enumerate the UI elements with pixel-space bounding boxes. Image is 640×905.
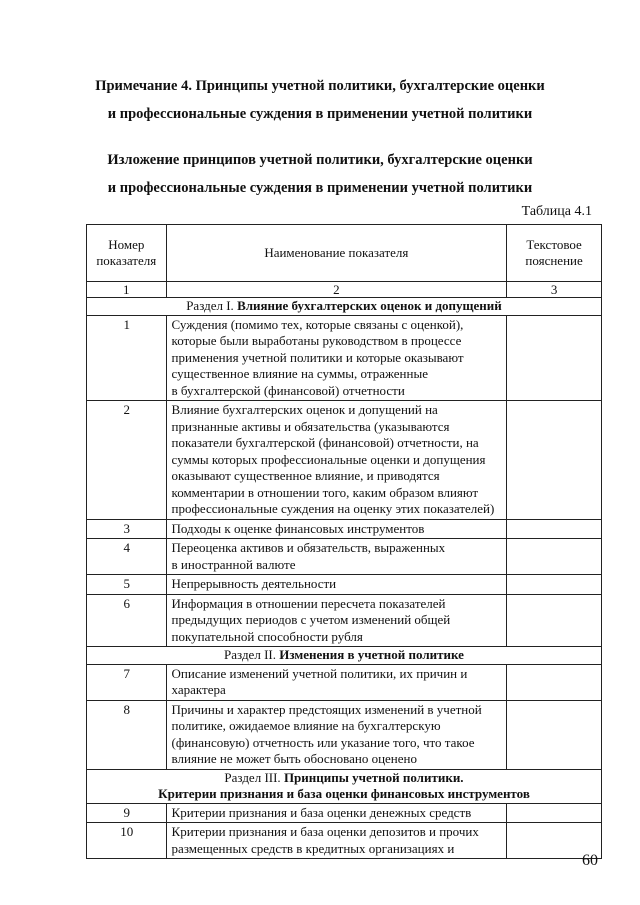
section-heading: Влияние бухгалтерских оценок и допущений	[237, 298, 502, 313]
indicator-number: 9	[87, 803, 167, 823]
column-number-3: 3	[507, 282, 602, 298]
indicator-name-line: комментарии в отношении того, каким образом влияют	[171, 484, 479, 500]
text-explanation-cell[interactable]	[507, 575, 602, 595]
indicator-name-line: Подходы к оценке финансовых инструментов	[171, 520, 425, 536]
indicator-number: 7	[87, 664, 167, 700]
indicator-name-line: характера	[171, 682, 226, 697]
section-row	[87, 647, 602, 665]
indicator-name-line: Критерии признания и база оценки денежных средств	[171, 804, 472, 820]
table-row	[87, 575, 602, 595]
text-explanation-cell[interactable]	[507, 315, 602, 401]
section-heading: Принципы учетной политики.	[283, 769, 464, 785]
indicator-name-line: в бухгалтерской (финансовой) отчетности	[171, 382, 405, 398]
table-row	[87, 519, 602, 539]
note-title-line-1: Примечание 4. Принципы учетной политики, бухгалтерские оценки	[95, 78, 545, 94]
note-title	[0, 72, 640, 128]
indicator-name	[166, 803, 507, 823]
table-row	[87, 664, 602, 700]
section-prefix: Раздел III.	[224, 769, 281, 785]
text-explanation-cell[interactable]	[507, 700, 602, 769]
indicator-name-line: Информация в отношении пересчета показателей	[171, 595, 446, 611]
indicator-number: 1	[87, 315, 167, 401]
table-row	[87, 594, 602, 647]
section-title	[87, 298, 602, 316]
section-heading-continued: Критерии признания и база оценки финансовых инструментов	[158, 786, 530, 801]
indicator-number: 6	[87, 594, 167, 647]
indicator-name-line: влияние не может быть обосновано оценено	[171, 751, 417, 766]
indicator-number: 5	[87, 575, 167, 595]
indicator-name	[166, 823, 507, 859]
indicator-name	[166, 519, 507, 539]
text-explanation-cell[interactable]	[507, 664, 602, 700]
indicator-name-line: признанные активы и обязательства (указываются	[171, 418, 450, 434]
text-explanation-cell[interactable]	[507, 594, 602, 647]
indicator-name-line: Переоценка активов и обязательств, выраженных	[171, 540, 446, 555]
indicator-name	[166, 539, 507, 575]
accounting-policy-table	[86, 224, 602, 859]
table-row	[87, 803, 602, 823]
indicator-name-line: Описание изменений учетной политики, их причин и	[171, 665, 468, 681]
table-row	[87, 823, 602, 859]
indicator-name-line: в иностранной валюте	[171, 556, 296, 572]
section-title	[87, 769, 602, 803]
note-title-line-2: и профессиональные суждения в применении учетной политики	[107, 106, 533, 122]
header-text-explanation-line-1: Текстовое	[526, 236, 582, 252]
indicator-name	[166, 401, 507, 520]
section-row	[87, 298, 602, 316]
indicator-name-line: покупательной способности рубля	[171, 628, 363, 644]
header-indicator-number-line-2: показателя	[96, 253, 157, 268]
indicator-number: 3	[87, 519, 167, 539]
column-number-2: 2	[166, 282, 507, 298]
section-title	[87, 647, 602, 665]
indicator-name-line: оказывают существенное влияние, и приводятся	[171, 468, 440, 483]
text-explanation-cell[interactable]	[507, 539, 602, 575]
page-number: 60	[582, 852, 598, 869]
statement-title-line-1: Изложение принципов учетной политики, бухгалтерские оценки	[107, 152, 533, 168]
indicator-name-line: Критерии признания и база оценки депозитов и прочих	[171, 824, 479, 839]
indicator-name-line: предыдущих периодов с учетом изменений общей	[171, 612, 451, 627]
indicator-name-line: Непрерывность деятельности	[171, 576, 337, 591]
table-header-row	[87, 225, 602, 282]
column-number-1: 1	[87, 282, 167, 298]
section-title-line-1	[91, 770, 597, 787]
table-body	[87, 282, 602, 859]
indicator-name-line: которые были выработаны руководством в процессе	[171, 333, 462, 348]
header-text-explanation	[507, 225, 602, 282]
indicator-name	[166, 315, 507, 401]
section-title-line-2	[91, 786, 597, 803]
section-row	[87, 769, 602, 803]
indicator-name	[166, 700, 507, 769]
indicator-number: 2	[87, 401, 167, 520]
indicator-name-line: суммы которых профессиональные оценки и допущения	[171, 451, 486, 467]
indicator-name-line: размещенных средств в кредитных организациях и	[171, 840, 455, 856]
indicator-number: 10	[87, 823, 167, 859]
text-explanation-cell[interactable]	[507, 401, 602, 520]
table-row	[87, 315, 602, 401]
indicator-name-line: (финансовую) отчетность или указание того, что такое	[171, 734, 475, 750]
indicator-name-line: Суждения (помимо тех, которые связаны с оценкой),	[171, 316, 464, 332]
section-title-line-1	[91, 298, 597, 315]
indicator-name-line: Причины и характер предстоящих изменений в учетной	[171, 701, 482, 717]
header-text-explanation-line-2: пояснение	[525, 253, 583, 268]
indicator-name	[166, 575, 507, 595]
section-prefix: Раздел I.	[186, 298, 234, 313]
indicator-name-line: существенное влияние на суммы, отраженные	[171, 366, 428, 381]
indicator-number: 8	[87, 700, 167, 769]
header-indicator-name: Наименование показателя	[166, 225, 507, 282]
text-explanation-cell[interactable]	[507, 803, 602, 823]
header-indicator-number-line-1: Номер	[108, 236, 145, 252]
header-indicator-number	[87, 225, 167, 282]
table-row	[87, 700, 602, 769]
indicator-name	[166, 594, 507, 647]
section-title-line-1	[91, 647, 597, 664]
indicator-name-line: Влияние бухгалтерских оценок и допущений на	[171, 402, 438, 417]
indicator-number: 4	[87, 539, 167, 575]
indicator-name-line: применения учетной политики и которые оказывают	[171, 349, 464, 365]
table-row	[87, 401, 602, 520]
text-explanation-cell[interactable]	[507, 519, 602, 539]
statement-title	[0, 146, 640, 202]
indicator-name-line: профессиональные суждения на оценку этих показателей)	[171, 501, 495, 516]
section-prefix: Раздел II.	[224, 647, 276, 662]
table-row	[87, 539, 602, 575]
section-heading: Изменения в учетной политике	[279, 647, 464, 662]
indicator-name-line: показатели бухгалтерской (финансовой) отчетности, на	[171, 435, 479, 450]
table-label: Таблица 4.1	[521, 204, 592, 219]
indicator-name	[166, 664, 507, 700]
column-number-row	[87, 282, 602, 298]
indicator-name-line: политике, ожидаемое влияние на бухгалтерскую	[171, 718, 441, 733]
statement-title-line-2: и профессиональные суждения в применении учетной политики	[107, 180, 533, 196]
